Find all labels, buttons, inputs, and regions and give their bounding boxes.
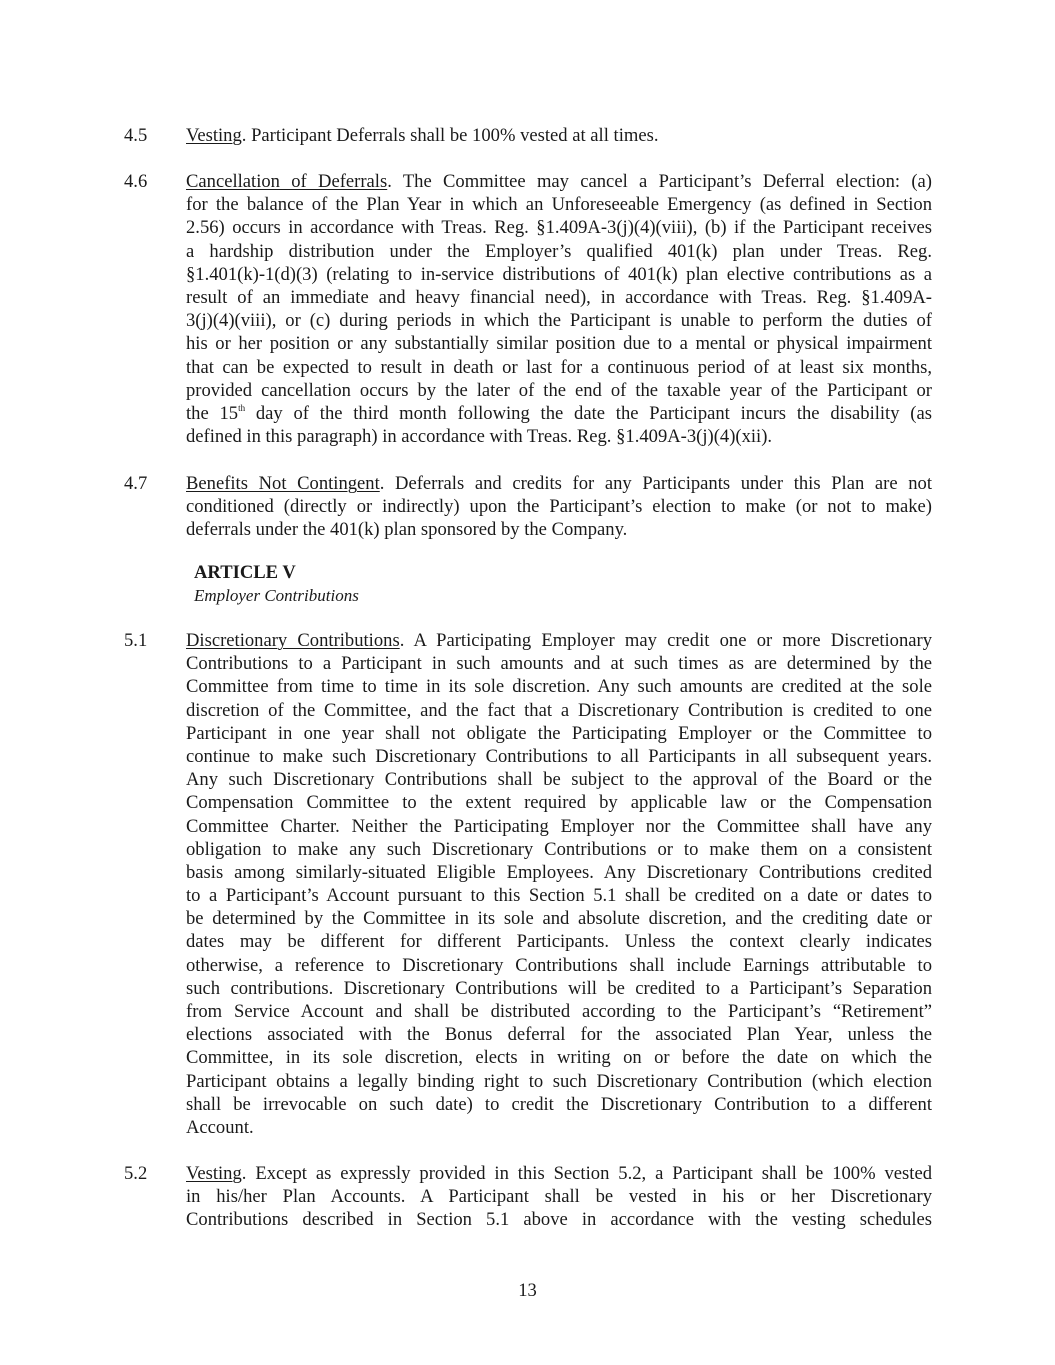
section-heading: Benefits Not Contingent	[186, 473, 380, 494]
text-line: Committee Charter. Neither the Participating Employer nor the Committee shall have any	[186, 815, 932, 837]
text-line: obligation to make any such Discretionary Contributions or to make them on a consistent	[186, 838, 932, 860]
text-line: Contributions described in Section 5.1 above in accordance with the vesting schedules	[186, 1209, 932, 1231]
text-line: discretion of the Committee, and the fact that a Discretionary Contribution is credited to one	[186, 699, 932, 721]
text-line: continue to make such Discretionary Contributions to all Participants in all subsequent years.	[186, 745, 932, 767]
text-line: dates may be different for different Participants. Unless the context clearly indicates	[186, 931, 932, 953]
section-body	[186, 472, 932, 542]
text-line: Vesting. Participant Deferrals shall be 100% vested at all times.	[186, 125, 659, 146]
text-line: Account.	[186, 1116, 254, 1138]
text-line: such contributions. Discretionary Contributions will be credited to a Participant’s Separation	[186, 977, 932, 999]
text-line: shall be irrevocable on such date) to credit the Discretionary Contribution to a different	[186, 1093, 932, 1115]
page-number: 13	[518, 1280, 537, 1301]
section-number: 4.6	[124, 171, 148, 192]
section-heading: Discretionary Contributions	[186, 630, 400, 651]
text-line: for the balance of the Plan Year in which an Unforeseeable Emergency (as defined in Section	[186, 194, 932, 216]
article-heading	[194, 561, 359, 607]
section-number: 5.2	[124, 1163, 148, 1184]
text-line: otherwise, a reference to Discretionary Contributions shall include Earnings attributable to	[186, 954, 932, 976]
section-body	[186, 170, 932, 448]
text-line: provided cancellation occurs by the later of the end of the taxable year of the Participant or	[186, 379, 932, 401]
section-body	[186, 124, 932, 147]
superscript: th	[238, 402, 246, 413]
section-number: 5.1	[124, 630, 148, 651]
text-line: Compensation Committee to the extent required by applicable law or the Compensation	[186, 792, 932, 814]
text-line: Any such Discretionary Contributions shall be subject to the approval of the Board or the	[186, 769, 932, 791]
section-heading: Cancellation of Deferrals	[186, 171, 388, 192]
text-line: Committee, in its sole discretion, elects in writing on or before the date on which the	[186, 1047, 932, 1069]
text-line: from Service Account and shall be distributed according to the Participant’s “Retirement”	[186, 1001, 932, 1022]
text-line: in his/her Plan Accounts. A Participant shall be vested in his or her Discretionary	[186, 1186, 932, 1208]
text-line: be determined by the Committee in its sole and absolute discretion, and the crediting date or	[186, 908, 932, 930]
text-line: that can be expected to result in death or last for a continuous period of at least six months,	[186, 356, 932, 378]
text-line: elections associated with the Bonus deferral for the associated Plan Year, unless the	[186, 1024, 932, 1046]
section-number: 4.7	[124, 473, 148, 494]
text-line: Cancellation of Deferrals. The Committee may cancel a Participant’s Deferral election: (a)	[186, 171, 932, 192]
text-line: Contributions to a Participant in such amounts and at such times as are determined by the	[186, 653, 932, 675]
section-heading: Vesting	[186, 125, 242, 146]
section-body	[186, 629, 932, 1139]
article-subtitle: Employer Contributions	[194, 586, 359, 605]
text-line: his or her position or any substantially similar position due to a mental or physical impairment	[186, 333, 932, 355]
text-line: Discretionary Contributions. A Participating Employer may credit one or more Discretionary	[186, 630, 933, 651]
text-line: to a Participant’s Account pursuant to this Section 5.1 shall be credited on a date or dates to	[186, 885, 932, 907]
text-line: Committee from time to time in its sole discretion. Any such amounts are credited at the sole	[186, 676, 932, 698]
text-line: Participant obtains a legally binding right to such Discretionary Contribution (which election	[186, 1070, 932, 1092]
section-number: 4.5	[124, 125, 148, 146]
text-line: 3(j)(4)(viii), or (c) during periods in which the Participant is unable to perform the duties of	[186, 310, 932, 332]
text-line: Benefits Not Contingent. Deferrals and credits for any Participants under this Plan are not	[186, 473, 932, 494]
text-line: Vesting. Except as expressly provided in this Section 5.2, a Participant shall be 100% vested	[186, 1163, 932, 1184]
text-line: the 15th day of the third month following the date the Participant incurs the disability (as	[186, 402, 932, 424]
section-heading: Vesting	[186, 1163, 242, 1184]
text-line: §1.401(k)-1(d)(3) (relating to in-service distributions of 401(k) plan elective contributions as a	[186, 263, 932, 285]
text-line: conditioned (directly or indirectly) upon the Participant’s election to make (or not to make)	[186, 496, 932, 518]
text-line: a hardship distribution under the Employer’s qualified 401(k) plan under Treas. Reg.	[186, 240, 932, 262]
article-title: ARTICLE V	[194, 562, 296, 583]
text-line: defined in this paragraph) in accordance with Treas. Reg. §1.409A-3(j)(4)(xii).	[186, 426, 773, 448]
text-line: basis among similarly-situated Eligible Employees. Any Discretionary Contributions credited	[186, 861, 932, 883]
text-line: Participant in one year shall not obligate the Participating Employer or the Committee to	[186, 722, 932, 744]
text-line: deferrals under the 401(k) plan sponsored by the Company.	[186, 519, 628, 541]
section-body	[186, 1162, 932, 1232]
text-line: result of an immediate and heavy financial need), in accordance with Treas. Reg. §1.409A-	[186, 286, 932, 308]
text-line: 2.56) occurs in accordance with Treas. Reg. §1.409A-3(j)(4)(viii), (b) if the Participant receives	[186, 217, 932, 239]
